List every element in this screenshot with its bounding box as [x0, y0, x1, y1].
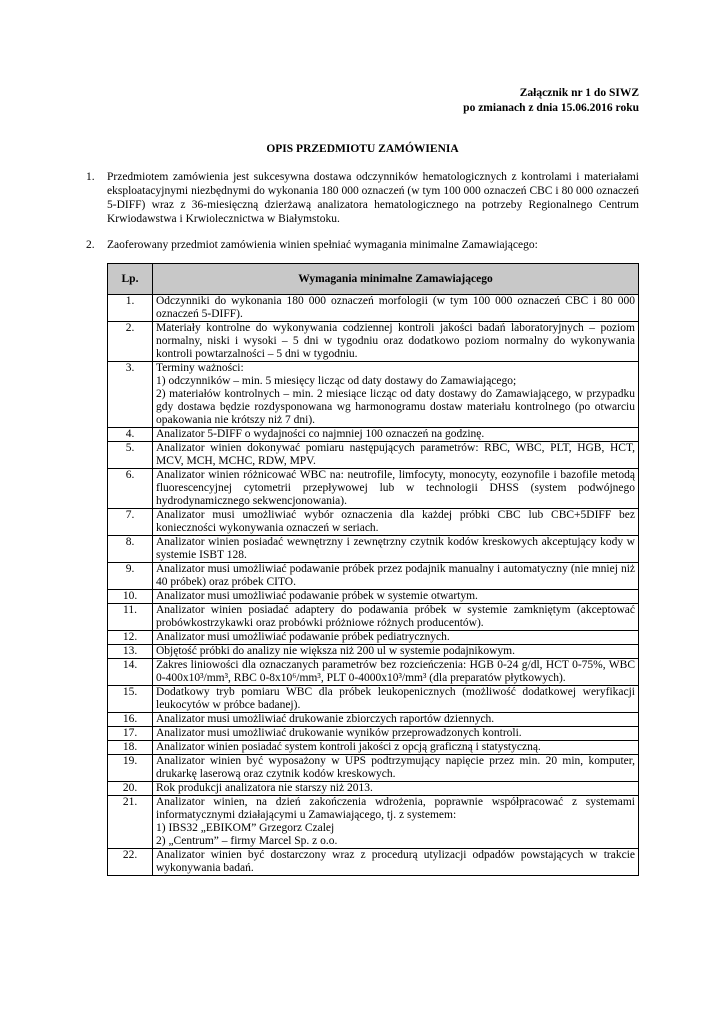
table-row: [108, 563, 639, 590]
row-number: 16.: [108, 713, 153, 727]
row-number: 3.: [108, 362, 153, 428]
table-row: [108, 631, 639, 645]
table-row: [108, 849, 639, 876]
table-row: [108, 322, 639, 362]
row-number: 2.: [108, 322, 153, 362]
row-requirement: Analizator winien posiadać system kontroli jakości z opcją graficzną i statystyczną.: [153, 741, 639, 755]
row-requirement: Analizator winien być wyposażony w UPS podtrzymujący napięcie przez min. 20 min, komputer, drukarkę laserową oraz czytnik kodów kreskowych.: [153, 755, 639, 782]
row-number: 5.: [108, 442, 153, 469]
table-row: [108, 645, 639, 659]
row-requirement: Analizator musi umożliwiać podawanie próbek w systemie otwartym.: [153, 590, 639, 604]
row-number: 7.: [108, 509, 153, 536]
paragraph-2: [86, 238, 639, 252]
table-body: [108, 295, 639, 876]
row-requirement: Analizator winien posiadać adaptery do podawania próbek w systemie zamkniętym (akceptować probówkostrzykawki oraz probówki próżniowe różnych producentów).: [153, 604, 639, 631]
row-requirement: Analizator 5-DIFF o wydajności co najmniej 100 oznaczeń na godzinę.: [153, 428, 639, 442]
row-number: 10.: [108, 590, 153, 604]
amendment-date: po zmianach z dnia 15.06.2016 roku: [463, 102, 639, 114]
row-number: 21.: [108, 796, 153, 849]
row-requirement: Analizator musi umożliwiać podawanie próbek pediatrycznych.: [153, 631, 639, 645]
row-number: 18.: [108, 741, 153, 755]
table-row: [108, 590, 639, 604]
row-requirement: Dodatkowy tryb pomiaru WBC dla próbek leukopenicznych (możliwość dodatkowej weryfikacji leukocytów w próbce badanej).: [153, 686, 639, 713]
table-row: [108, 755, 639, 782]
table-row: [108, 469, 639, 509]
row-requirement: Analizator winien różnicować WBC na: neutrofile, limfocyty, monocyty, eozynofile i bazofile metodą fluorescencyjnej cytometrii przepływowej lub w technologii DHSS (system podwójnego hydrodynamicznego sekwencjonowania).: [153, 469, 639, 509]
paragraph-text: Przedmiotem zamówienia jest sukcesywna dostawa odczynników hematologicznych z kontrolami i materiałami eksploatacyjnymi niezbędnymi do wykonania 180 000 oznaczeń (w tym 100 000 oznaczeń CBC i 80 000 oznaczeń 5-DIFF) wraz z 36-miesięczną dzierżawą analizatora hematologicznego na potrzeby Regionalnego Centrum Krwiodawstwa i Krwiolecznictwa w Białymstoku.: [107, 171, 639, 225]
table-row: [108, 442, 639, 469]
header-lp: Lp.: [108, 264, 153, 295]
table-row: [108, 796, 639, 849]
paragraph-number: 1.: [86, 171, 95, 183]
table-row: [108, 659, 639, 686]
table-row: [108, 727, 639, 741]
table-row: [108, 741, 639, 755]
row-number: 6.: [108, 469, 153, 509]
row-number: 14.: [108, 659, 153, 686]
row-number: 1.: [108, 295, 153, 322]
table-row: [108, 604, 639, 631]
requirements-table: [107, 263, 639, 876]
row-requirement: Objętość próbki do analizy nie większa niż 200 ul w systemie podajnikowym.: [153, 645, 639, 659]
document-title: OPIS PRZEDMIOTU ZAMÓWIENIA: [266, 143, 459, 155]
row-requirement: Odczynniki do wykonania 180 000 oznaczeń morfologii (w tym 100 000 oznaczeń CBC i 80 000 oznaczeń 5-DIFF).: [153, 295, 639, 322]
row-requirement: Analizator winien być dostarczony wraz z procedurą utylizacji odpadów powstających w trakcie wykonywania badań.: [153, 849, 639, 876]
paragraph-1: [86, 170, 639, 226]
row-requirement: Analizator winien posiadać wewnętrzny i zewnętrzny czytnik kodów kreskowych akceptujący kody w systemie ISBT 128.: [153, 536, 639, 563]
table-row: [108, 686, 639, 713]
row-number: 19.: [108, 755, 153, 782]
row-number: 12.: [108, 631, 153, 645]
row-number: 17.: [108, 727, 153, 741]
row-number: 8.: [108, 536, 153, 563]
table-row: [108, 713, 639, 727]
row-requirement: Analizator musi umożliwiać wybór oznaczenia dla każdej próbki CBC lub CBC+5DIFF bez konieczności wykonywania oznaczeń w seriach.: [153, 509, 639, 536]
row-number: 20.: [108, 782, 153, 796]
table-row: [108, 782, 639, 796]
row-requirement: Materiały kontrolne do wykonywania codziennej kontroli jakości badań laboratoryjnych – poziom normalny, niski i wysoki – 5 dni w tygodniu oraz dodatkowo poziom normalny do wykonywania kontroli powtarzalności – 5 dni w tygodniu.: [153, 322, 639, 362]
row-requirement: Analizator musi umożliwiać drukowanie wyników przeprowadzonych kontroli.: [153, 727, 639, 741]
row-requirement: Analizator musi umożliwiać podawanie próbek przez podajnik manualny i automatyczny (nie mniej niż 40 próbek) oraz próbek CITO.: [153, 563, 639, 590]
table-row: [108, 509, 639, 536]
row-requirement: Rok produkcji analizatora nie starszy niż 2013.: [153, 782, 639, 796]
row-number: 15.: [108, 686, 153, 713]
row-number: 4.: [108, 428, 153, 442]
paragraph-number: 2.: [86, 239, 95, 251]
table-row: [108, 362, 639, 428]
table-row: [108, 536, 639, 563]
row-requirement: Zakres liniowości dla oznaczanych parametrów bez rozcieńczenia: HGB 0-24 g/dl, HCT 0-75%, WBC 0-400x10³/mm³, RBC 0-8x10⁶/mm³, PLT 0-4000x10³/mm³ (dla preparatów płytkowych).: [153, 659, 639, 686]
row-number: 13.: [108, 645, 153, 659]
table-row: [108, 295, 639, 322]
table-row: [108, 428, 639, 442]
attachment-number: Załącznik nr 1 do SIWZ: [519, 87, 639, 99]
row-requirement: Analizator musi umożliwiać drukowanie zbiorczych raportów dziennych.: [153, 713, 639, 727]
header-requirements: Wymagania minimalne Zamawiającego: [153, 264, 639, 295]
paragraph-text: Zaoferowany przedmiot zamówienia winien spełniać wymagania minimalne Zamawiającego:: [107, 239, 538, 251]
table-header-row: [108, 264, 639, 295]
row-requirement: Analizator winien dokonywać pomiaru następujących parametrów: RBC, WBC, PLT, HGB, HCT, MCV, MCH, MCHC, RDW, MPV.: [153, 442, 639, 469]
row-number: 9.: [108, 563, 153, 590]
row-number: 22.: [108, 849, 153, 876]
row-requirement: Analizator winien, na dzień zakończenia wdrożenia, poprawnie współpracować z systemami informatycznymi działającymi u Zamawiającego, tj. z systemem: 1) IBS32 „EBIKOM” Grzegorz Czalej 2) „Centrum” – firmy Marcel Sp. z o.o.: [153, 796, 639, 849]
row-number: 11.: [108, 604, 153, 631]
row-requirement: Terminy ważności: 1) odczynników – min. 5 miesięcy licząc od daty dostawy do Zamawiającego; 2) materiałów kontrolnych – min. 2 miesiące licząc od daty dostawy do Zamawiającego, w przypadku gdy dostawa będzie rozdysponowana wg harmonogramu dostaw materiału kontrolnego (po otwarciu opakowania nie krótszy niż 7 dni).: [153, 362, 639, 428]
